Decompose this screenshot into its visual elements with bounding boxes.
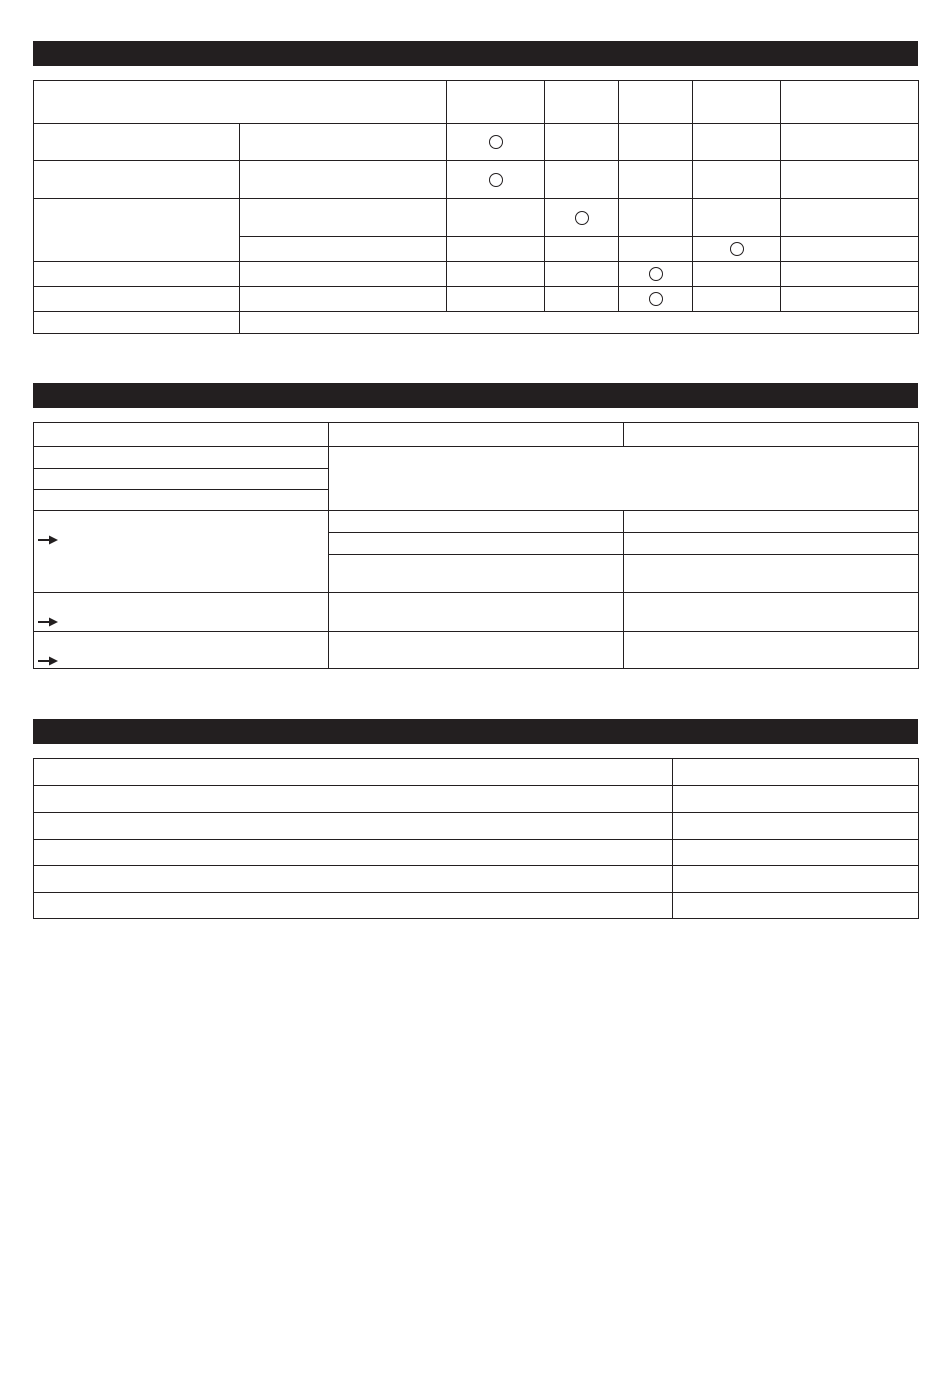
table-cell	[240, 262, 447, 287]
table-row	[34, 161, 919, 199]
table-mark-cell	[619, 262, 693, 287]
table-mark-cell	[619, 199, 693, 237]
table-cell	[240, 124, 447, 161]
table-row	[34, 312, 919, 334]
table-cell	[624, 511, 919, 533]
table-mark-cell	[781, 287, 919, 312]
table-cell	[34, 490, 329, 511]
table-cell	[673, 893, 919, 919]
table-cell	[624, 593, 919, 632]
table-cell	[624, 632, 919, 669]
table-row	[34, 759, 919, 786]
table-cell	[34, 124, 240, 161]
section-2-header-bar	[33, 383, 918, 408]
table-row	[34, 262, 919, 287]
table-header-cell	[624, 423, 919, 447]
table-header-row	[34, 423, 919, 447]
table-row	[34, 840, 919, 866]
table-mark-cell	[545, 161, 619, 199]
table-cell	[673, 813, 919, 840]
table-row	[34, 866, 919, 893]
table-mark-cell	[619, 287, 693, 312]
table-header-row	[34, 81, 919, 124]
table-mark-cell	[545, 287, 619, 312]
table-cell	[34, 469, 329, 490]
circle-icon	[730, 242, 744, 256]
table-row	[34, 632, 919, 669]
table-cell	[240, 161, 447, 199]
table-mark-cell	[619, 124, 693, 161]
table-mark-cell	[545, 237, 619, 262]
table-cell	[673, 759, 919, 786]
section-2-table	[33, 422, 919, 669]
table-cell	[34, 813, 673, 840]
table-cell	[34, 199, 240, 262]
table-row	[34, 124, 919, 161]
table-cell	[34, 893, 673, 919]
table-header-cell	[329, 423, 624, 447]
table-mark-cell	[693, 161, 781, 199]
table-cell	[329, 632, 624, 669]
table-mark-cell	[545, 124, 619, 161]
table-mark-cell	[693, 287, 781, 312]
table-cell	[673, 866, 919, 893]
table-cell	[34, 632, 329, 669]
table-mark-cell	[781, 237, 919, 262]
table-cell	[329, 555, 624, 593]
table-mark-cell	[545, 262, 619, 287]
table-cell	[34, 786, 673, 813]
circle-icon	[649, 267, 663, 281]
table-cell	[34, 312, 240, 334]
table-mark-cell	[781, 124, 919, 161]
table-cell	[624, 533, 919, 555]
arrow-right-icon	[38, 617, 58, 627]
table-mark-cell	[693, 199, 781, 237]
table-mark-cell	[447, 124, 545, 161]
table-cell	[329, 511, 624, 533]
table-mark-cell	[447, 262, 545, 287]
table-cell	[34, 866, 673, 893]
section-1-table	[33, 80, 919, 334]
table-header-cell	[693, 81, 781, 124]
table-mark-cell	[693, 237, 781, 262]
table-cell	[34, 287, 240, 312]
table-cell	[329, 447, 919, 511]
table-row	[34, 786, 919, 813]
table-cell	[329, 593, 624, 632]
table-header-cell	[447, 81, 545, 124]
circle-icon	[489, 173, 503, 187]
table-cell	[34, 593, 329, 632]
circle-icon	[489, 135, 503, 149]
table-mark-cell	[781, 262, 919, 287]
table-cell	[34, 511, 329, 593]
table-row	[34, 511, 919, 533]
table-header-cell	[545, 81, 619, 124]
table-row	[34, 593, 919, 632]
table-mark-cell	[447, 237, 545, 262]
table-mark-cell	[619, 237, 693, 262]
table-cell	[329, 533, 624, 555]
table-cell	[34, 840, 673, 866]
table-header-cell	[34, 423, 329, 447]
table-row	[34, 813, 919, 840]
table-cell	[624, 555, 919, 593]
circle-icon	[649, 292, 663, 306]
table-mark-cell	[545, 199, 619, 237]
table-cell	[34, 262, 240, 287]
table-row	[34, 199, 919, 237]
table-mark-cell	[447, 199, 545, 237]
table-row	[34, 287, 919, 312]
table-cell	[240, 237, 447, 262]
table-cell	[673, 786, 919, 813]
table-cell	[240, 312, 919, 334]
table-header-cell	[619, 81, 693, 124]
table-mark-cell	[693, 124, 781, 161]
table-header-cell	[34, 81, 447, 124]
table-cell	[34, 759, 673, 786]
table-cell	[240, 287, 447, 312]
table-mark-cell	[619, 161, 693, 199]
arrow-right-icon	[38, 535, 58, 545]
table-header-cell	[781, 81, 919, 124]
section-3-header-bar	[33, 719, 918, 744]
circle-icon	[575, 211, 589, 225]
table-cell	[34, 161, 240, 199]
table-mark-cell	[447, 161, 545, 199]
table-mark-cell	[447, 287, 545, 312]
section-1-header-bar	[33, 41, 918, 66]
table-cell	[34, 447, 329, 469]
table-cell	[240, 199, 447, 237]
table-mark-cell	[781, 199, 919, 237]
section-3-table	[33, 758, 919, 919]
table-cell	[673, 840, 919, 866]
table-row	[34, 893, 919, 919]
table-mark-cell	[781, 161, 919, 199]
table-mark-cell	[693, 262, 781, 287]
table-row	[34, 447, 919, 469]
arrow-right-icon	[38, 656, 58, 666]
